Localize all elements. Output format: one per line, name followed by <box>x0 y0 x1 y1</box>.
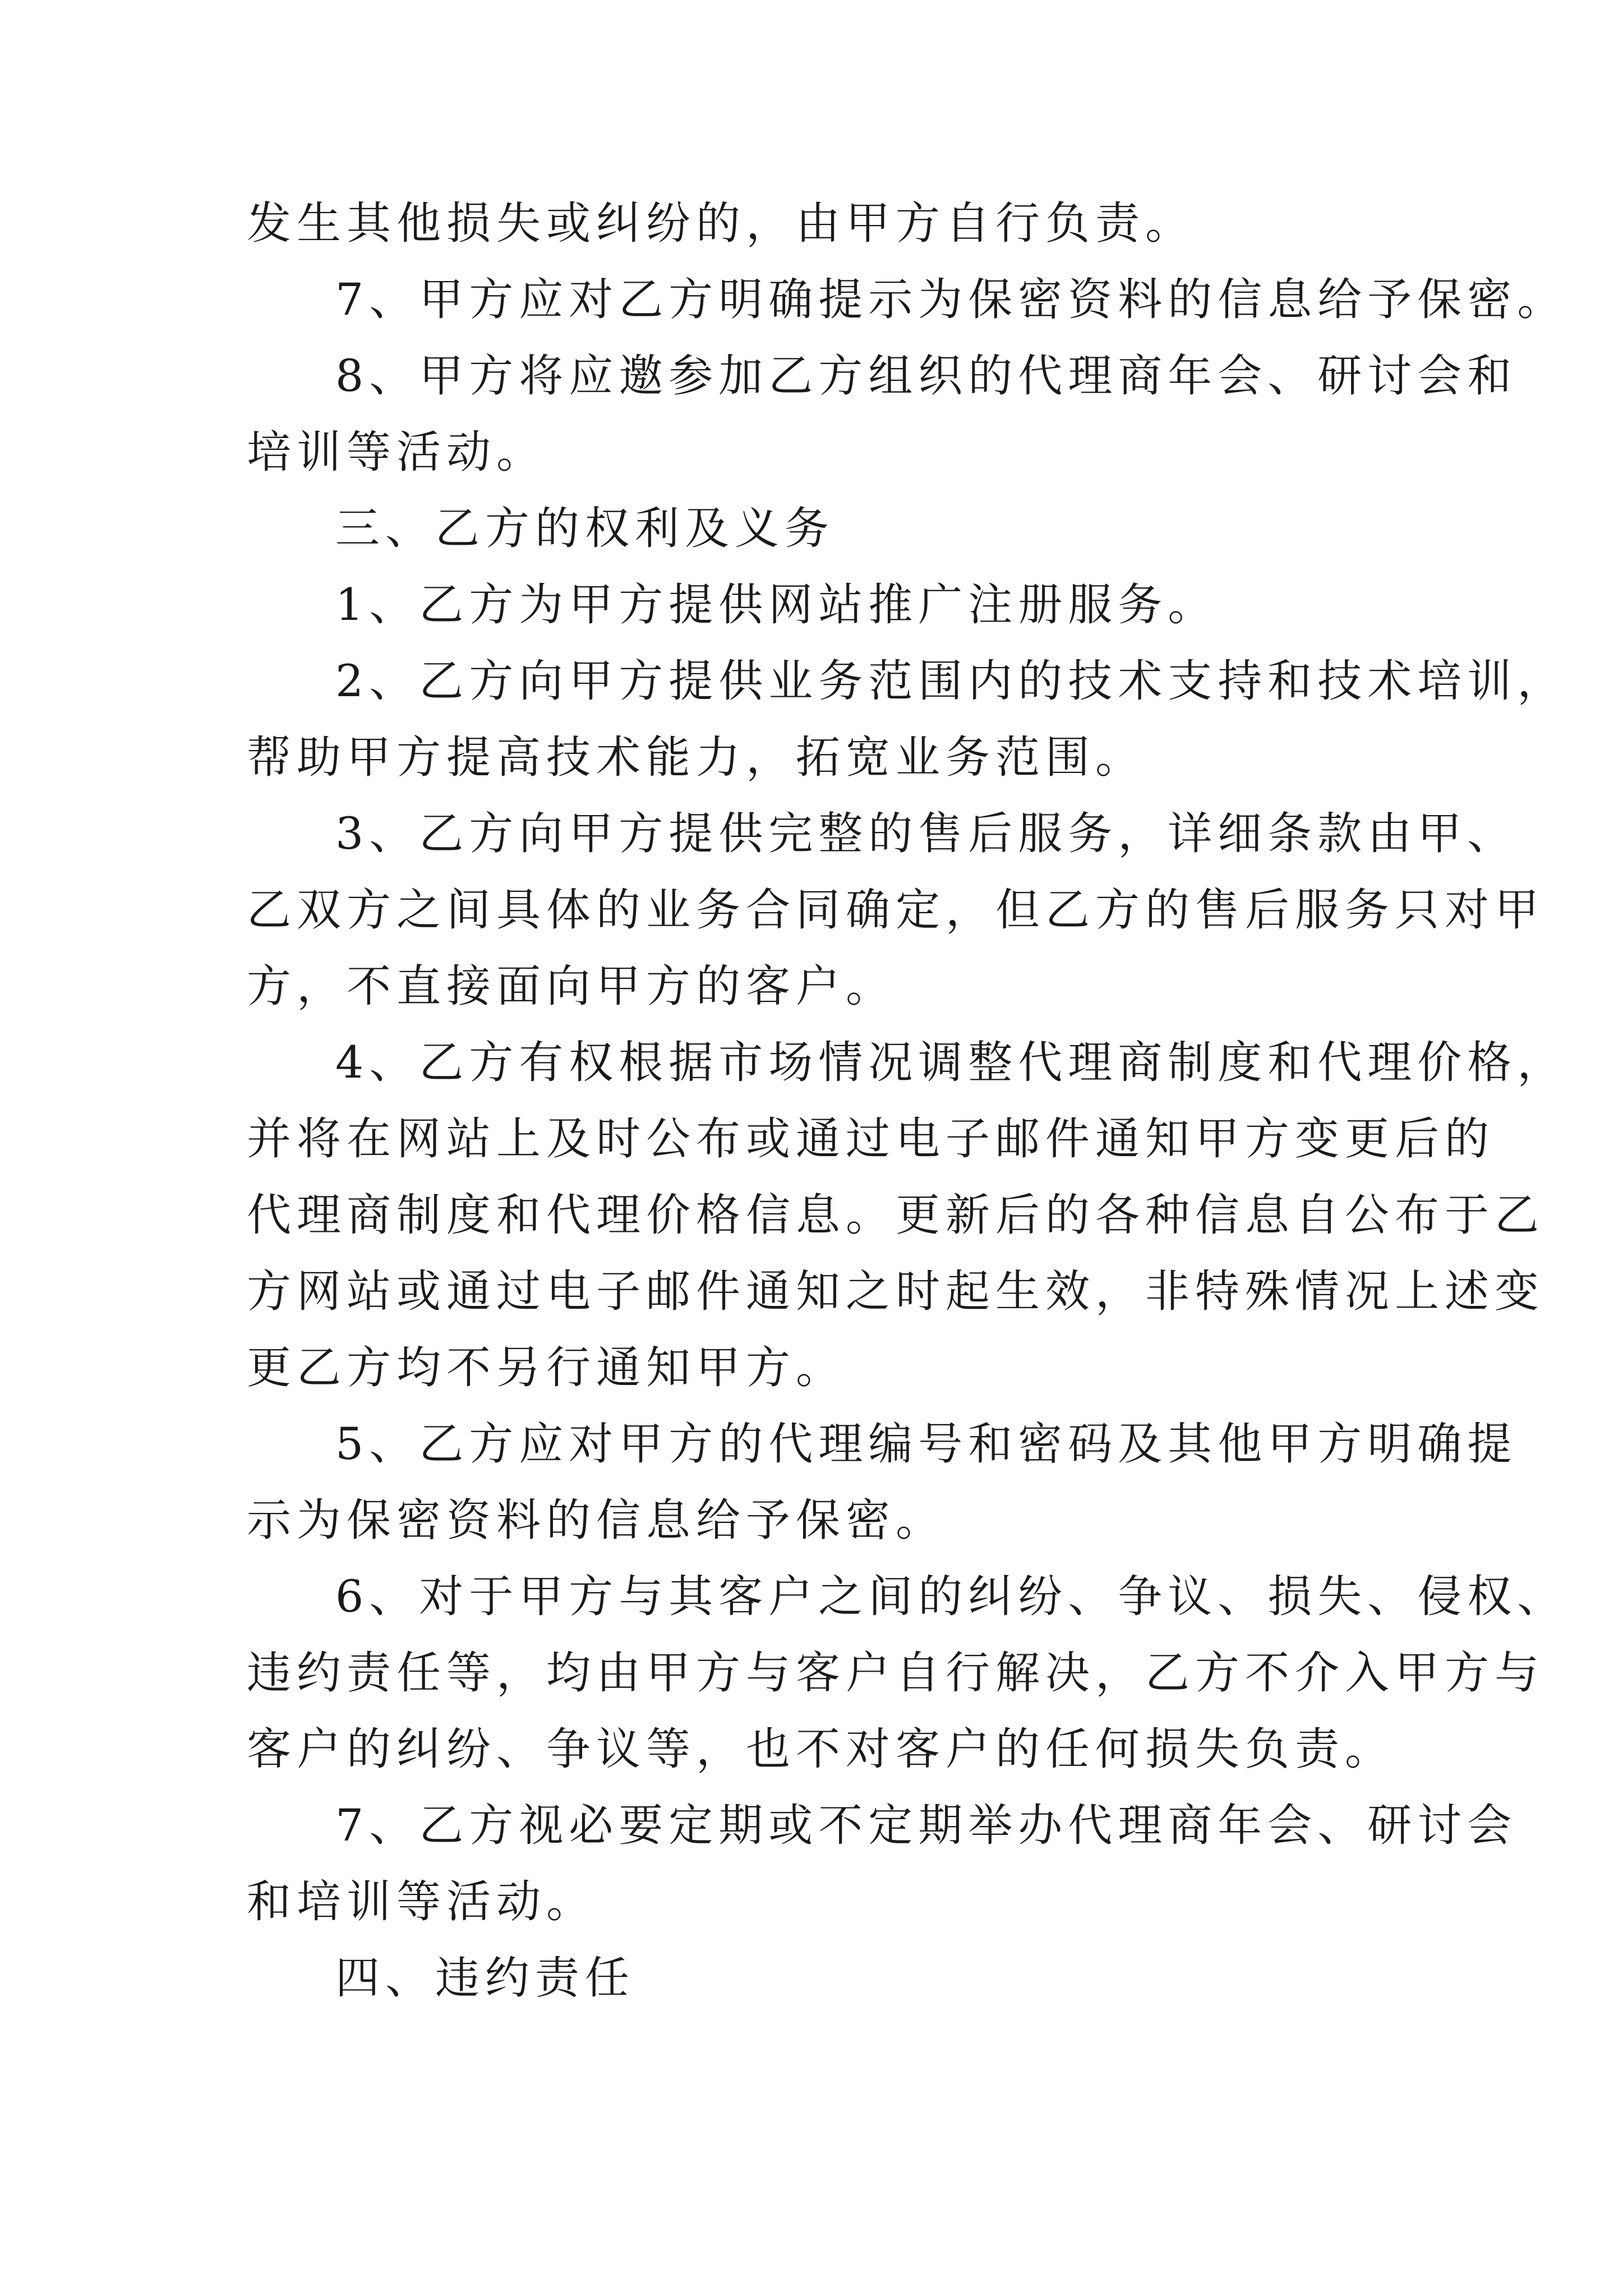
text-line: 和培训等活动。 <box>247 1876 596 1927</box>
text-line: 示为保密资料的信息给予保密。 <box>247 1494 946 1546</box>
text-line: 客户的纠纷、争议等，也不对客户的任何损失负责。 <box>247 1723 1395 1775</box>
text-line: 代理商制度和代理价格信息。更新后的各种信息自公布于乙 <box>247 1189 1544 1241</box>
text-line: 帮助甲方提高技术能力，拓宽业务范围。 <box>247 731 1145 783</box>
text-line: 4、乙方有权根据市场情况调整代理商制度和代理价格， <box>335 1037 1567 1088</box>
text-line: 7、甲方应对乙方明确提示为保密资料的信息给予保密。 <box>335 274 1567 325</box>
text-line: 3、乙方向甲方提供完整的售后服务，详细条款由甲、 <box>335 808 1518 859</box>
text-line: 培训等活动。 <box>247 426 546 478</box>
text-line: 乙双方之间具体的业务合同确定，但乙方的售后服务只对甲 <box>247 884 1544 936</box>
text-line: 方网站或通过电子邮件通知之时起生效，非特殊情况上述变 <box>247 1266 1544 1317</box>
text-line: 违约责任等，均由甲方与客户自行解决，乙方不介入甲方与 <box>247 1647 1544 1699</box>
text-line: 6、对于甲方与其客户之间的纠纷、争议、损失、侵权、 <box>335 1571 1567 1622</box>
text-line: 并将在网站上及时公布或通过电子邮件通知甲方变更后的 <box>247 1113 1495 1165</box>
document-body <box>247 185 1567 2016</box>
text-line: 8、甲方将应邀参加乙方组织的代理商年会、研讨会和 <box>335 350 1518 402</box>
text-line: 7、乙方视必要定期或不定期举办代理商年会、研讨会 <box>335 1800 1518 1851</box>
text-line: 更乙方均不另行通知甲方。 <box>247 1342 846 1393</box>
text-line: 方，不直接面向甲方的客户。 <box>247 960 896 1012</box>
section-heading: 三、乙方的权利及义务 <box>335 503 834 554</box>
text-line: 2、乙方向甲方提供业务范围内的技术支持和技术培训， <box>335 655 1567 707</box>
text-line: 发生其他损失或纠纷的，由甲方自行负责。 <box>247 197 1195 249</box>
section-heading: 四、违约责任 <box>335 1952 635 2004</box>
text-line: 5、乙方应对甲方的代理编号和密码及其他甲方明确提 <box>335 1418 1518 1470</box>
text-line: 1、乙方为甲方提供网站推广注册服务。 <box>335 579 1218 631</box>
